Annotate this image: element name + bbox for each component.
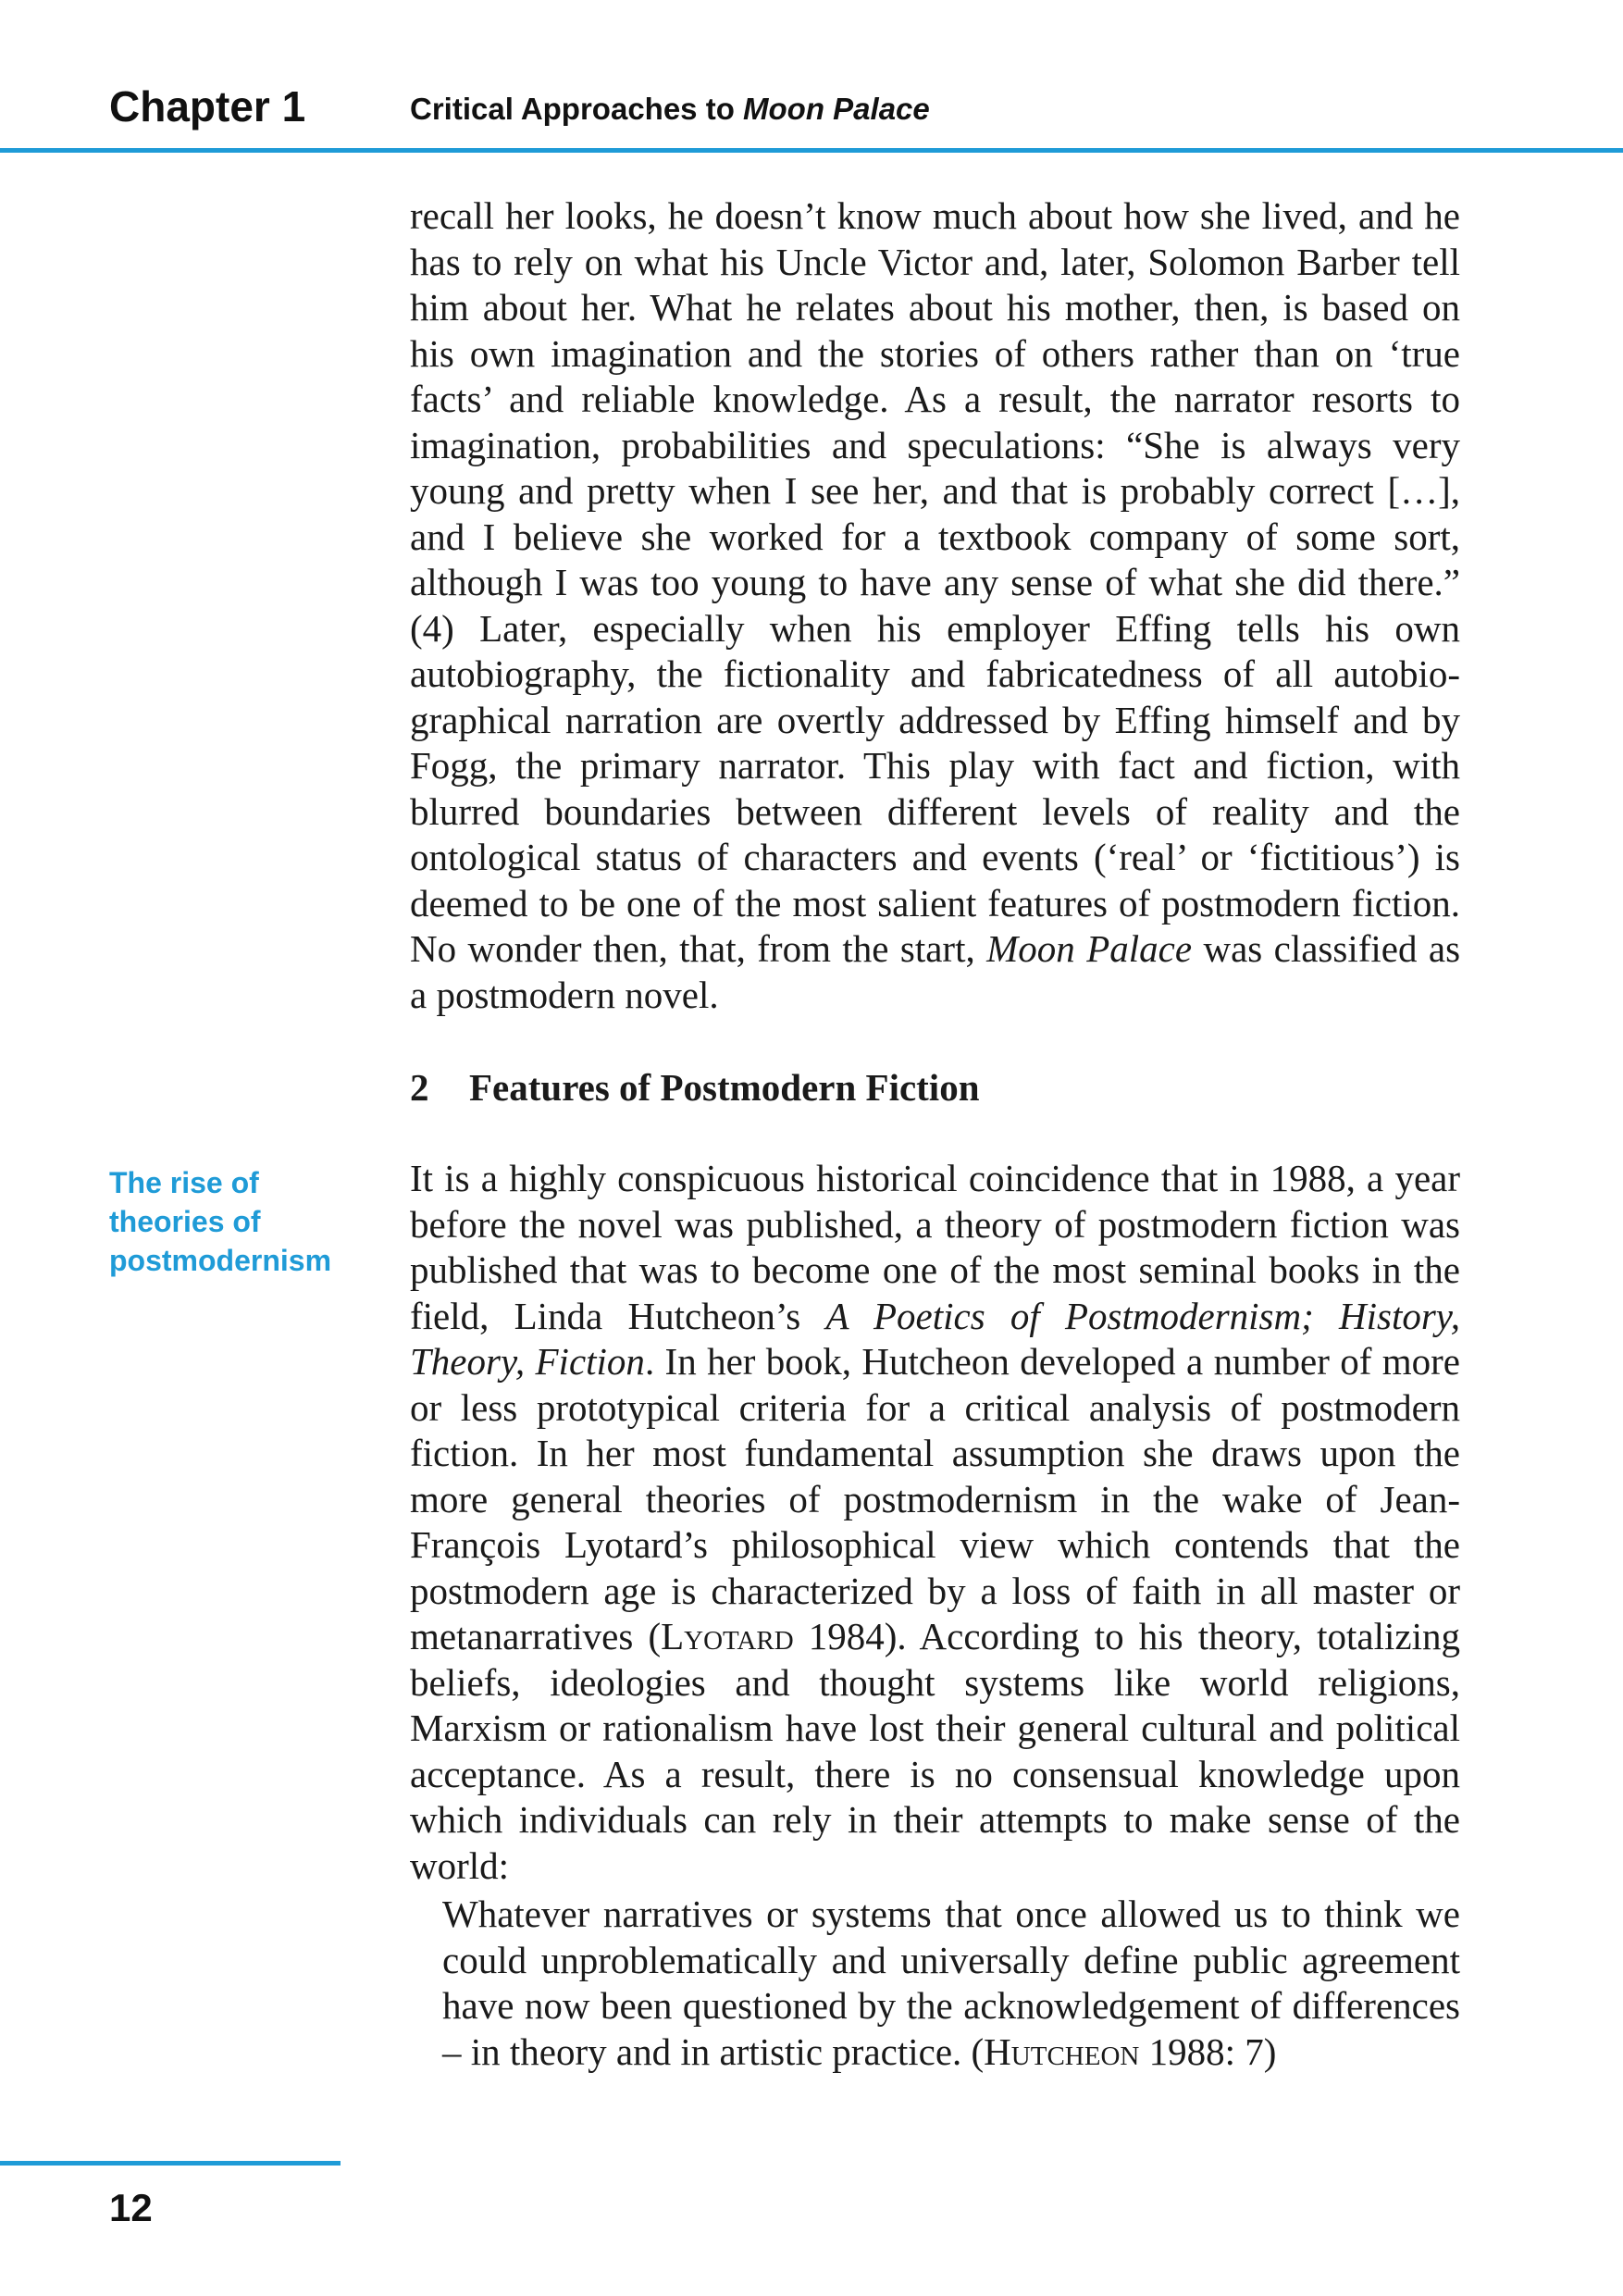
paragraph-1-italic-title: Moon Palace <box>986 927 1193 970</box>
paragraph-2-italic-title: A Poetics of Postmodernism; History, Theory, Fiction <box>410 1294 1460 1383</box>
paragraph-1-end: was classified as a postmodern novel. <box>410 927 1461 1016</box>
margin-note-line: The rise of <box>109 1166 259 1199</box>
block-quote <box>442 1892 1460 2075</box>
quote-citation-end: 1988: 7) <box>1139 2029 1277 2073</box>
margin-note <box>109 1163 359 1280</box>
chapter-label: Chapter 1 <box>109 82 306 130</box>
header-rule <box>0 148 1623 153</box>
footer-rule <box>0 2161 341 2166</box>
paragraph-1 <box>410 193 1460 1018</box>
paragraph-2-part1: It is a highly conspicuous historical coincidence that in 1988, a year before the novel was published, a theory of postmodern fiction was published that was to become one of the most seminal books in the field, Linda Hutcheon’s <box>410 1157 1460 1337</box>
citation-author: Lyotard <box>661 1615 794 1657</box>
margin-note-line: postmodernism <box>109 1244 332 1277</box>
margin-note-line: theories of <box>109 1205 261 1238</box>
paragraph-1-text: recall her looks, he doesn’t know much about how she lived, and he has to rely on what his Uncle Victor and, later, Solomon Barber tell him about her. What he relates about his mother, then, is based on his own imagination and the stories of others rather than on ‘true facts’ and reliable knowledge. As a result, the narrator resorts to imagination, probabilities and speculations: “She is always very young and pretty when I see her, and that is probably correct […], and I believe she worked for a textbook company of some sort, although I was too young to have any sense of what she did there.” (4) Later, especially when his employer Effing tells his own autobiography, the fictionality and fabricatedness of all autobiographical narration are overtly addressed by Effing himself and by Fogg, the primary narrator. This play with fact and fiction, with blurred boundaries between different levels of reality and the ontological status of characters and events (‘real’ or ‘fictitious’) is deemed to be one of the most salient features of postmodern fiction. No wonder then, that, from the start, <box>410 194 1460 970</box>
paragraph-2-part2: . In her book, Hutcheon developed a number of more or less prototypical criteria for a critical analysis of postmodern fiction. In her most fundamental assumption she draws upon the more general theories of postmodernism in the wake of Jean-François Lyotard’s philosophical view which contends that the postmodern age is characterized by a loss of faith in all master or metanarratives ( <box>410 1340 1460 1657</box>
running-title-italic: Moon Palace <box>743 92 930 126</box>
section-heading <box>410 1065 980 1110</box>
paragraph-2 <box>410 1156 1460 1889</box>
section-title: Features of Postmodern Fiction <box>469 1066 980 1109</box>
page-number: 12 <box>109 2186 153 2229</box>
paragraph-2-part3: 1984). According to his theory, totalizing beliefs, ideologies and thought systems like world religions, Marxism or rationalism have lost their general cultural and political acceptance. As a result, there is no consensual knowledge upon which individuals can rely in their attempts to make sense of the world: <box>410 1615 1461 1887</box>
running-title <box>410 92 930 127</box>
section-number: 2 <box>410 1066 429 1109</box>
block-quote-text: Whatever narratives or systems that once allowed us to think we could unproblematically and universally define public agreement have now been questioned by the acknowledgement of differences – in theory and in artistic practice. ( <box>442 1893 1460 2073</box>
quote-citation-author: Hutcheon <box>984 2029 1140 2073</box>
running-title-prefix: Critical Approaches to <box>410 92 744 126</box>
